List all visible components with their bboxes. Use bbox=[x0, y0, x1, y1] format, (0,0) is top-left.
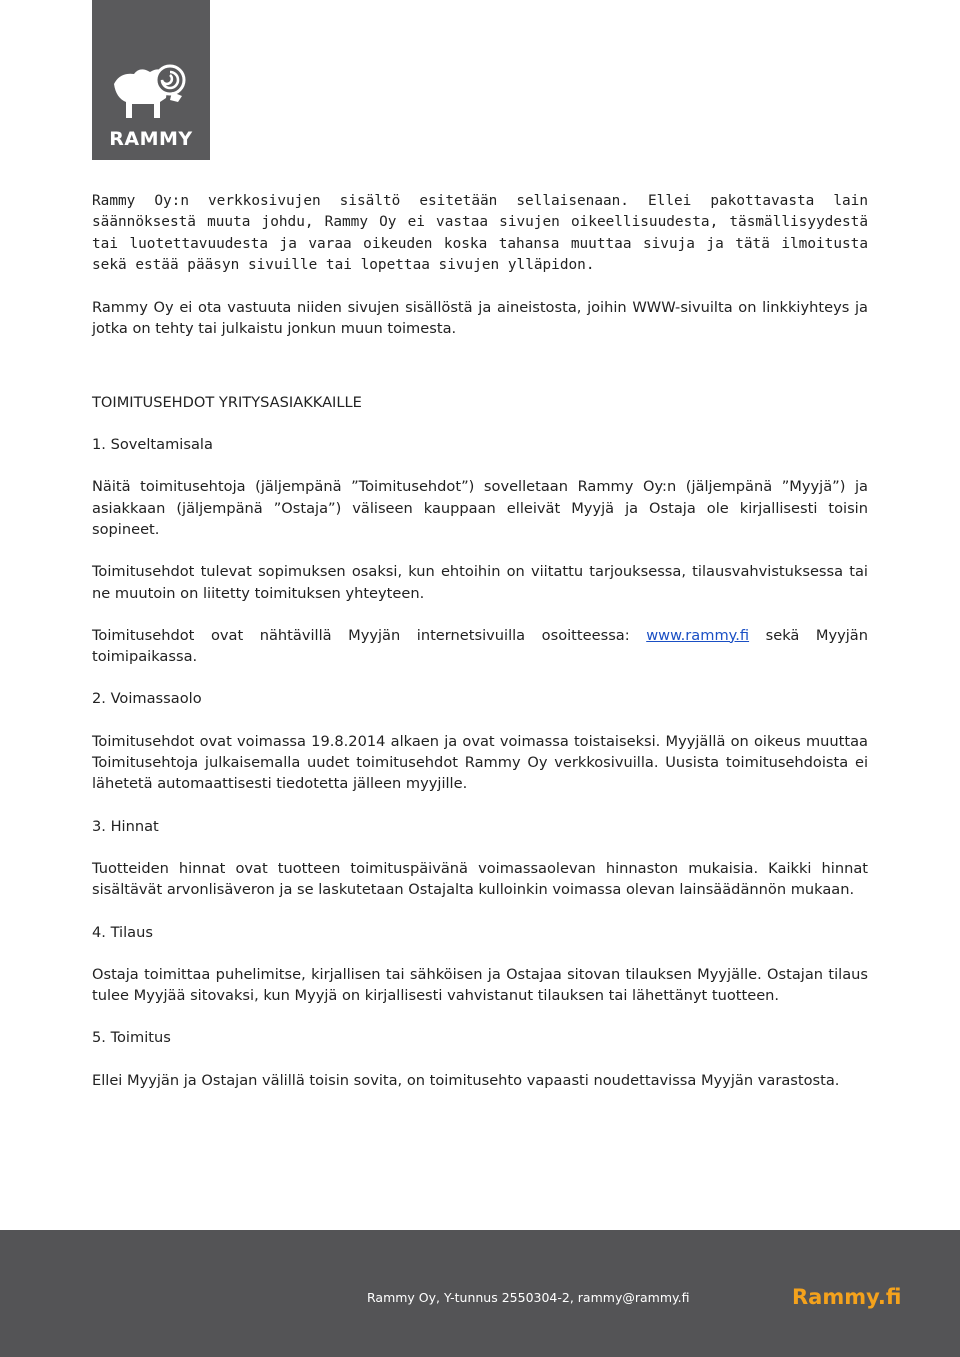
text-span: Toimitusehdot ovat nähtävillä Myyjän internetsivuilla osoitteessa: bbox=[92, 626, 647, 644]
section-paragraph: Ostaja toimittaa puhelimitse, kirjallisen tai sähköisen ja Ostajaa sitovan tilauksen Myyjälle. Ostajan tilaus tulee Myyjää sitovaksi, kun Myyjä on kirjallisesti vahvistanut tilauksen tai lähettänyt tuotteen. bbox=[92, 965, 868, 1005]
company-logo bbox=[92, 0, 210, 160]
ram-icon bbox=[110, 62, 192, 132]
page-footer bbox=[0, 1230, 960, 1357]
terms-title: TOIMITUSEHDOT YRITYSASIAKKAILLE bbox=[92, 393, 362, 411]
section-paragraph: Ellei Myyjän ja Ostajan välillä toisin sovita, on toimitusehto vapaasti noudettavissa Myyjän varastosta. bbox=[92, 1071, 840, 1089]
section-heading: 2. Voimassaolo bbox=[92, 690, 202, 708]
logo-text: RAMMY bbox=[109, 128, 193, 150]
footer-contact-info: Rammy Oy, Y-tunnus 2550304-2, rammy@rammy.fi bbox=[367, 1290, 690, 1305]
website-link[interactable]: www.rammy.fi bbox=[646, 626, 750, 644]
document-body bbox=[92, 191, 868, 1091]
section-heading: 5. Toimitus bbox=[92, 1029, 171, 1047]
footer-brand-link[interactable]: Rammy.fi bbox=[792, 1285, 902, 1309]
section-paragraph: Toimitusehdot tulevat sopimuksen osaksi, kun ehtoihin on viitattu tarjouksessa, tilausvahvistuksessa tai ne muutoin on liitetty toimituksen yhteyteen. bbox=[92, 563, 868, 602]
intro-paragraph: Rammy Oy:n verkkosivujen sisältö esitetään sellaisenaan. Ellei pakottavasta lain säännöksestä muuta johdu, Rammy Oy ei vastaa sivujen oikeellisuudesta, täsmällisyydestä tai luotettavuudesta ja varaa oikeuden koska tahansa muuttaa sivuja ja tätä ilmoitusta sekä estää pääsyn sivuille tai lopettaa sivujen ylläpidon. bbox=[92, 193, 868, 273]
intro-paragraph: Rammy Oy ei ota vastuuta niiden sivujen sisällöstä ja aineistosta, joihin WWW-sivuilta on linkkiyhteys ja jotka on tehty tai julkaistu jonkun muun toimesta. bbox=[92, 299, 868, 338]
section-paragraph: Tuotteiden hinnat ovat tuotteen toimituspäivänä voimassaolevan hinnaston mukaisia. Kaikki hinnat sisältävät arvonlisäveron ja se laskutetaan Ostajalta kulloinkin voimassa olevan lainsäädännön mukaan. bbox=[92, 859, 868, 899]
section-paragraph: Näitä toimitusehtoja (jäljempänä ”Toimitusehdot”) sovelletaan Rammy Oy:n (jäljempänä ”Myyjä”) ja asiakkaan (jäljempänä ”Ostaja”) väliseen kauppaan elleivät Myyjä ja Ostaja ole kirjallisesti toisin sopineet. bbox=[92, 478, 868, 538]
section-paragraph: Toimitusehdot ovat voimassa 19.8.2014 alkaen ja ovat voimassa toistaiseksi. Myyjällä on oikeus muuttaa Toimitusehtoja julkaisemalla uudet toimitusehdot Rammy Oy verkkosivuilla. Uusista toimitusehdoista ei lähetetä automaattisesti tiedotetta jälleen myyjille. bbox=[92, 732, 868, 793]
text-span: sekä Myyjän toimipaikassa. bbox=[92, 626, 868, 666]
section-heading: 3. Hinnat bbox=[92, 817, 159, 835]
section-paragraph bbox=[92, 625, 868, 668]
section-heading: 4. Tilaus bbox=[92, 923, 153, 941]
section-heading: 1. Soveltamisala bbox=[92, 436, 213, 454]
